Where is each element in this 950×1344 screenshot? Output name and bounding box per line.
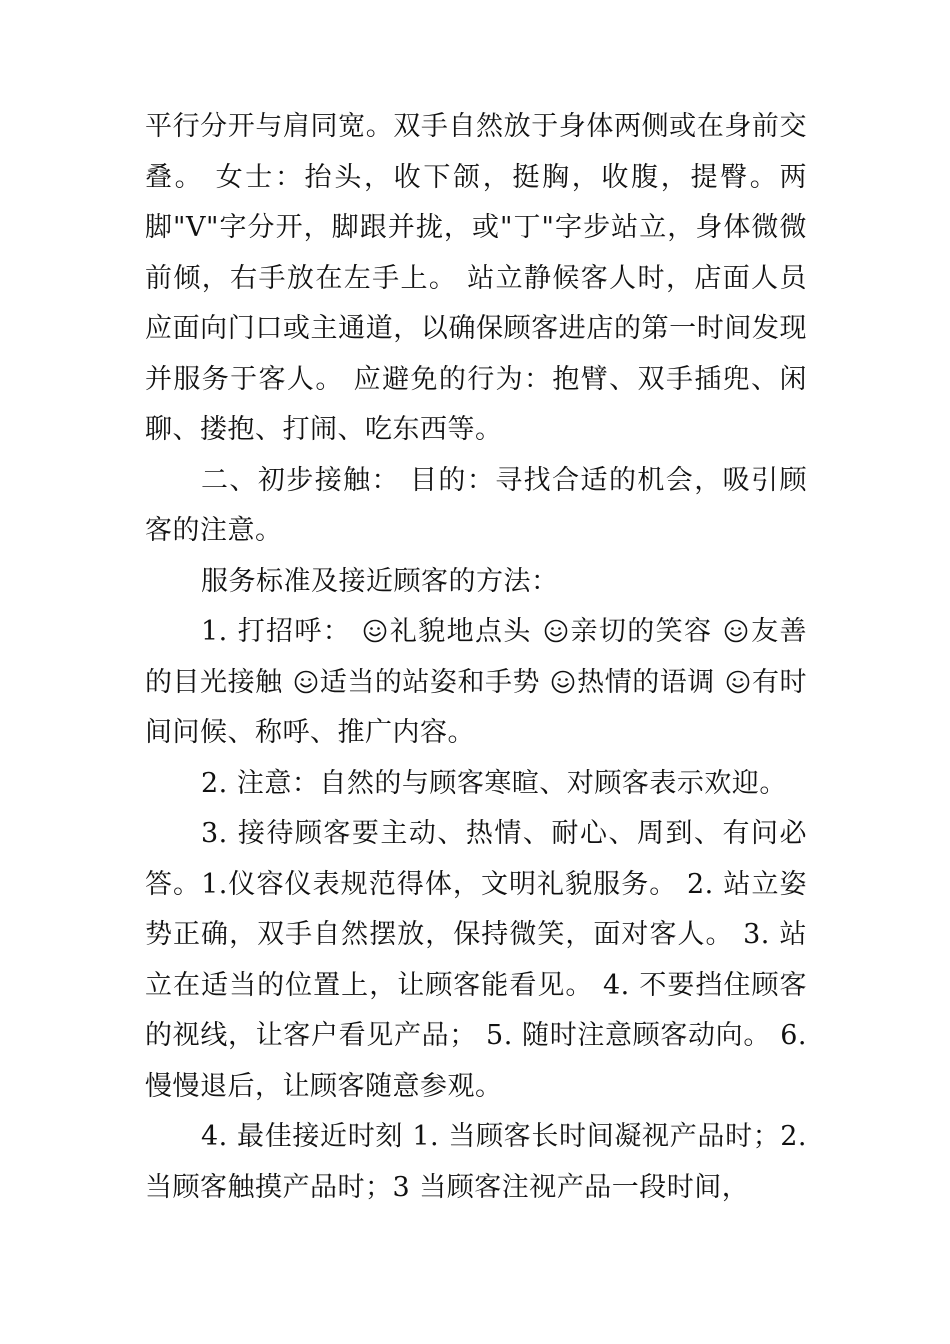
greeting-text-segment: 有时间问候、称呼、推广内容。 [145, 666, 807, 748]
smiley-icon [294, 670, 318, 694]
smiley-icon [544, 619, 568, 643]
paragraph-reception: 3. 接待顾客要主动、热情、耐心、周到、有问必答。1.仪容仪表规范得体，文明礼貌服务。 2. 站立姿势正确，双手自然摆放，保持微笑，面对客人。 3. 站立在适当的位置上，让顾客能看见。 4. 不要挡住顾客的视线，让客户看见产品； 5. 随时注意顾客动向。 6. 慢慢退后，让顾客随意参观。 [145, 818, 807, 1102]
document-body [145, 102, 807, 1213]
smiley-icon [363, 619, 387, 643]
greeting-text-segment: 友善的目光接触 [145, 616, 807, 698]
paragraph-service-standards: 服务标准及接近顾客的方法： [201, 565, 559, 597]
greeting-text-segment: 热情的语调 [577, 666, 724, 698]
paragraph-standing-posture: 平行分开与肩同宽。双手自然放于身体两侧或在身前交叠。 女士：抬头，收下颌，挺胸，收腹，提臀。两脚"V"字分开，脚跟并拢，或"丁"字步站立，身体微微前倾，右手放在左手上。 站立静候客人时，店面人员应面向门口或主通道，以确保顾客进店的第一时间发现并服务于客人。 应避免的行为：抱臂、双手插兜、闲聊、搂抱、打闹、吃东西等。 [145, 111, 807, 445]
smiley-icon [551, 670, 575, 694]
paragraph-best-approach-time: 4. 最佳接近时刻 1. 当顾客长时间凝视产品时；2. 当顾客触摸产品时；3 当顾客注视产品一段时间， [145, 1121, 807, 1203]
smiley-icon [726, 670, 750, 694]
greeting-text-segment: 亲切的笑容 [569, 616, 723, 647]
paragraph-greeting [145, 607, 807, 759]
paragraph-attention: 2. 注意：自然的与顾客寒暄、对顾客表示欢迎。 [201, 767, 787, 799]
smiley-icon [724, 619, 748, 643]
paragraph-initial-contact: 二、初步接触： 目的：寻找合适的机会，吸引顾客的注意。 [145, 464, 807, 546]
greeting-text-segment: 礼貌地点头 [389, 616, 542, 647]
greeting-text-segment: 1. 打招呼： [201, 616, 362, 647]
greeting-text-segment: 适当的站姿和手势 [319, 666, 550, 698]
